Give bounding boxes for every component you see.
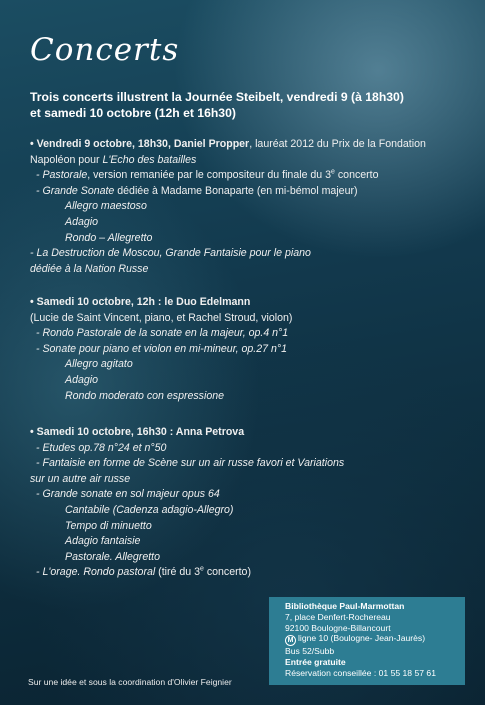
concert-1-item-2-desc: dédiée à Madame Bonaparte (en mi-bémol majeur) xyxy=(114,184,358,197)
concert-2-item-1: - Rondo Pastorale de la sonate en la majeur, op.4 n°1 xyxy=(36,327,289,340)
concert-1-item-2-title: - Grande Sonate xyxy=(36,184,115,197)
concert-3-movement: Pastorale. Allegretto xyxy=(65,550,161,563)
concert-1-item-3: - La Destruction de Moscou, Grande Fantaisie pour le piano xyxy=(30,247,311,260)
intro-line-2: et samedi 10 octobre (12h et 16h30) xyxy=(30,106,236,120)
concert-1-item-1 xyxy=(30,168,470,184)
metro-icon: M xyxy=(285,635,296,646)
concert-3-movement: Cantabile (Cadenza adagio-Allegro) xyxy=(65,503,234,516)
venue-info-box xyxy=(269,597,465,685)
concert-1-desc-line-2 xyxy=(30,153,470,169)
venue-bus: Bus 52/Subb xyxy=(285,646,335,657)
concert-1-item-1-desc: , version remaniée par le compositeur du finale du 3 xyxy=(87,169,332,182)
venue-address-1: 7, place Denfert-Rochereau xyxy=(285,611,391,622)
concert-3-movement: Tempo di minuetto xyxy=(65,519,152,532)
venue-metro-line: ligne 10 (Boulogne- Jean-Jaurès) xyxy=(298,633,426,644)
concert-2-movement: Rondo moderato con espressione xyxy=(65,389,225,402)
concert-1-movement: Adagio xyxy=(65,215,98,228)
concert-2-item-2: - Sonate pour piano et violon en mi-mineur, op.27 n°1 xyxy=(36,342,287,355)
concert-3-item-4-end: concerto) xyxy=(203,566,251,579)
intro-line-1: Trois concerts illustrent la Journée Steibelt, vendredi 9 (à 18h30) xyxy=(30,90,404,104)
concert-2-date: • Samedi 10 octobre, 12h : le Duo Edelmann xyxy=(30,296,251,308)
venue-metro xyxy=(285,633,465,646)
page-title: Concerts xyxy=(30,32,180,68)
concert-1-desc2-prefix: Napoléon pour xyxy=(30,153,103,166)
concert-3-item-4 xyxy=(30,565,470,581)
intro-text xyxy=(30,89,460,121)
concert-3-item-1: - Etudes op.78 n°24 et n°50 xyxy=(36,441,167,454)
concert-1-desc2-title: L'Echo des batailles xyxy=(102,153,197,166)
concert-3-item-2-line-2: sur un autre air russe xyxy=(30,472,131,485)
concert-2-movement: Allegro agitato xyxy=(65,358,133,371)
concert-3-date: • Samedi 10 octobre, 16h30 : Anna Petrova xyxy=(30,426,245,438)
venue-address-2: 92100 Boulogne-Billancourt xyxy=(285,622,391,633)
venue-reservation: Réservation conseillée : 01 55 18 57 61 xyxy=(285,667,436,678)
concert-3-item-3: - Grande sonate en sol majeur opus 64 xyxy=(36,488,220,501)
concert-3-item-4-desc: (tiré du 3 xyxy=(155,566,200,579)
concert-1-desc: , lauréat 2012 du Prix de la Fondation xyxy=(249,138,426,150)
concert-1 xyxy=(30,137,470,277)
concert-3-movement: Adagio fantaisie xyxy=(65,535,141,548)
credit-line: Sur une idée et sous la coordination d'Olivier Feignier xyxy=(28,677,232,687)
venue-name: Bibliothèque Paul-Marmottan xyxy=(285,601,405,611)
concert-3 xyxy=(30,425,470,581)
concert-2 xyxy=(30,295,470,404)
concert-3-item-4-title: - L'orage. Rondo pastoral xyxy=(36,566,156,579)
venue-entry: Entrée gratuite xyxy=(285,657,346,668)
concert-1-movement: Allegro maestoso xyxy=(65,200,147,213)
concert-1-date: • Vendredi 9 octobre, 18h30, Daniel Propper xyxy=(30,138,250,150)
concert-1-heading xyxy=(30,137,470,153)
concert-3-item-2: - Fantaisie en forme de Scène sur un air russe favori et Variations xyxy=(36,457,345,470)
concert-1-item-2 xyxy=(30,184,470,200)
concert-1-item-3-line-2: dédiée à la Nation Russe xyxy=(30,262,149,275)
concert-1-item-1-title: - Pastorale xyxy=(36,169,88,182)
concert-1-item-1-end: concerto xyxy=(334,169,379,182)
concert-2-movement: Adagio xyxy=(65,373,98,386)
concert-1-item-1-sup: e xyxy=(331,168,335,176)
concert-2-performers: (Lucie de Saint Vincent, piano, et Rachel Stroud, violon) xyxy=(30,311,293,324)
concert-1-movement: Rondo – Allegretto xyxy=(65,231,153,244)
concert-3-item-4-sup: e xyxy=(199,565,204,573)
